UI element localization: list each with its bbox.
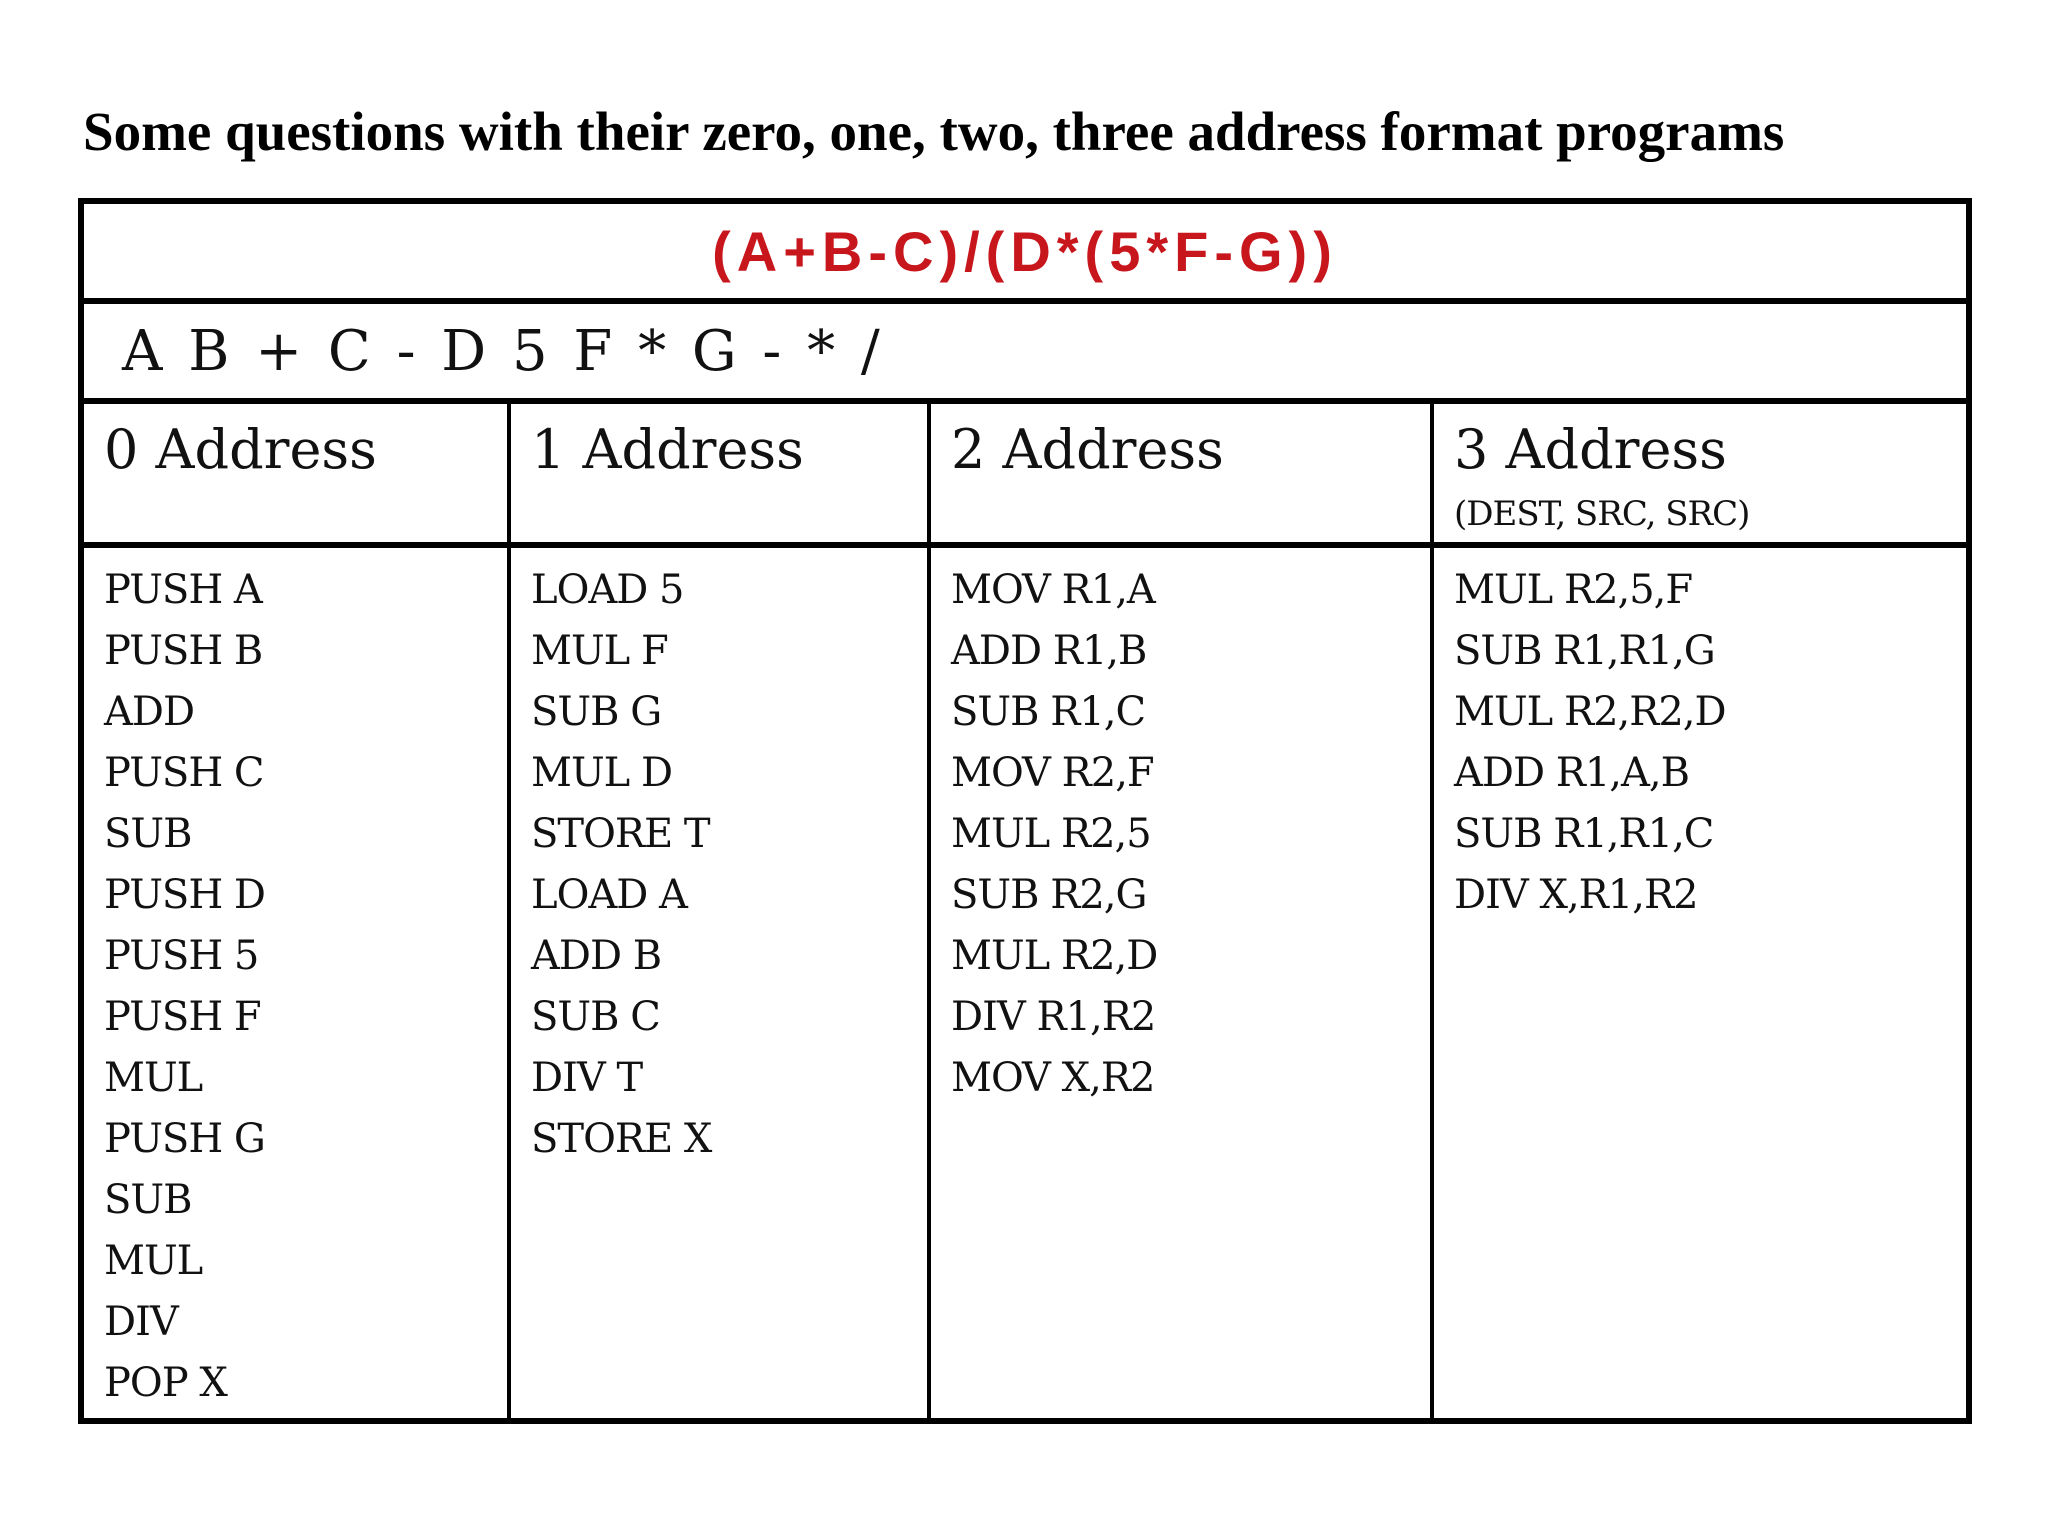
instruction-line: SUB R1,R1,G xyxy=(1454,628,1715,674)
postfix-expression: A B + C - D 5 F * G - * / xyxy=(122,318,884,384)
instruction-line: STORE X xyxy=(531,1116,712,1162)
instruction-line: SUB G xyxy=(531,689,662,735)
column-header-1-address xyxy=(511,404,931,548)
instruction-line: SUB xyxy=(104,1177,192,1223)
expression-row xyxy=(84,204,1966,304)
instruction-line: SUB C xyxy=(531,994,660,1040)
page-title: Some questions with their zero, one, two, three address format programs xyxy=(83,101,1785,162)
instruction-line: PUSH F xyxy=(104,994,261,1040)
instruction-line: MUL R2,5 xyxy=(951,811,1151,857)
instruction-line: MOV R1,A xyxy=(951,567,1155,613)
instruction-line: PUSH A xyxy=(104,567,262,613)
instruction-line: MUL R2,R2,D xyxy=(1454,689,1726,735)
instruction-line: SUB R2,G xyxy=(951,872,1147,918)
instruction-line: ADD R1,A,B xyxy=(1454,750,1690,796)
column-body-3-address xyxy=(1434,548,1966,1418)
address-columns-grid xyxy=(84,404,1966,1418)
instruction-line: MUL xyxy=(104,1238,203,1284)
instruction-line: ADD R1,B xyxy=(951,628,1147,674)
instruction-line: MUL R2,D xyxy=(951,933,1158,979)
instruction-line: ADD xyxy=(104,689,195,735)
column-body-1-address xyxy=(511,548,931,1418)
instruction-line: SUB R1,R1,C xyxy=(1454,811,1714,857)
instruction-line: LOAD A xyxy=(531,872,687,918)
instruction-line: MOV R2,F xyxy=(951,750,1154,796)
column-body-0-address xyxy=(84,548,511,1418)
address-format-table xyxy=(78,198,1972,1424)
infix-expression: (A+B-C)/(D*(5*F-G)) xyxy=(712,219,1338,283)
instruction-line: STORE T xyxy=(531,811,710,857)
instruction-line: DIV R1,R2 xyxy=(951,994,1156,1040)
instruction-line: MUL D xyxy=(531,750,673,796)
instruction-line: SUB R1,C xyxy=(951,689,1146,735)
instruction-line: DIV xyxy=(104,1299,178,1345)
instruction-line: PUSH D xyxy=(104,872,265,918)
instruction-line: MUL xyxy=(104,1055,203,1101)
instruction-line: LOAD 5 xyxy=(531,567,684,613)
column-header-label: 2 Address xyxy=(951,418,1224,481)
instruction-line: DIV X,R1,R2 xyxy=(1454,872,1698,918)
instruction-line: MOV X,R2 xyxy=(951,1055,1155,1101)
instruction-line: PUSH B xyxy=(104,628,263,674)
instruction-line: POP X xyxy=(104,1360,227,1406)
instruction-line: PUSH C xyxy=(104,750,264,796)
column-body-2-address xyxy=(931,548,1434,1418)
instruction-line: MUL F xyxy=(531,628,668,674)
column-header-0-address xyxy=(84,404,511,548)
column-header-label: 1 Address xyxy=(531,418,804,481)
instruction-line: PUSH G xyxy=(104,1116,265,1162)
instruction-line: DIV T xyxy=(531,1055,643,1101)
instruction-line: PUSH 5 xyxy=(104,933,259,979)
instruction-line: SUB xyxy=(104,811,192,857)
column-header-sublabel: (DEST, SRC, SRC) xyxy=(1454,494,1750,534)
column-header-label: 3 Address xyxy=(1454,418,1727,481)
column-header-2-address xyxy=(931,404,1434,548)
column-header-3-address xyxy=(1434,404,1966,548)
column-header-label: 0 Address xyxy=(104,418,377,481)
instruction-line: MUL R2,5,F xyxy=(1454,567,1693,613)
instruction-line: ADD B xyxy=(531,933,662,979)
postfix-row xyxy=(84,304,1966,404)
